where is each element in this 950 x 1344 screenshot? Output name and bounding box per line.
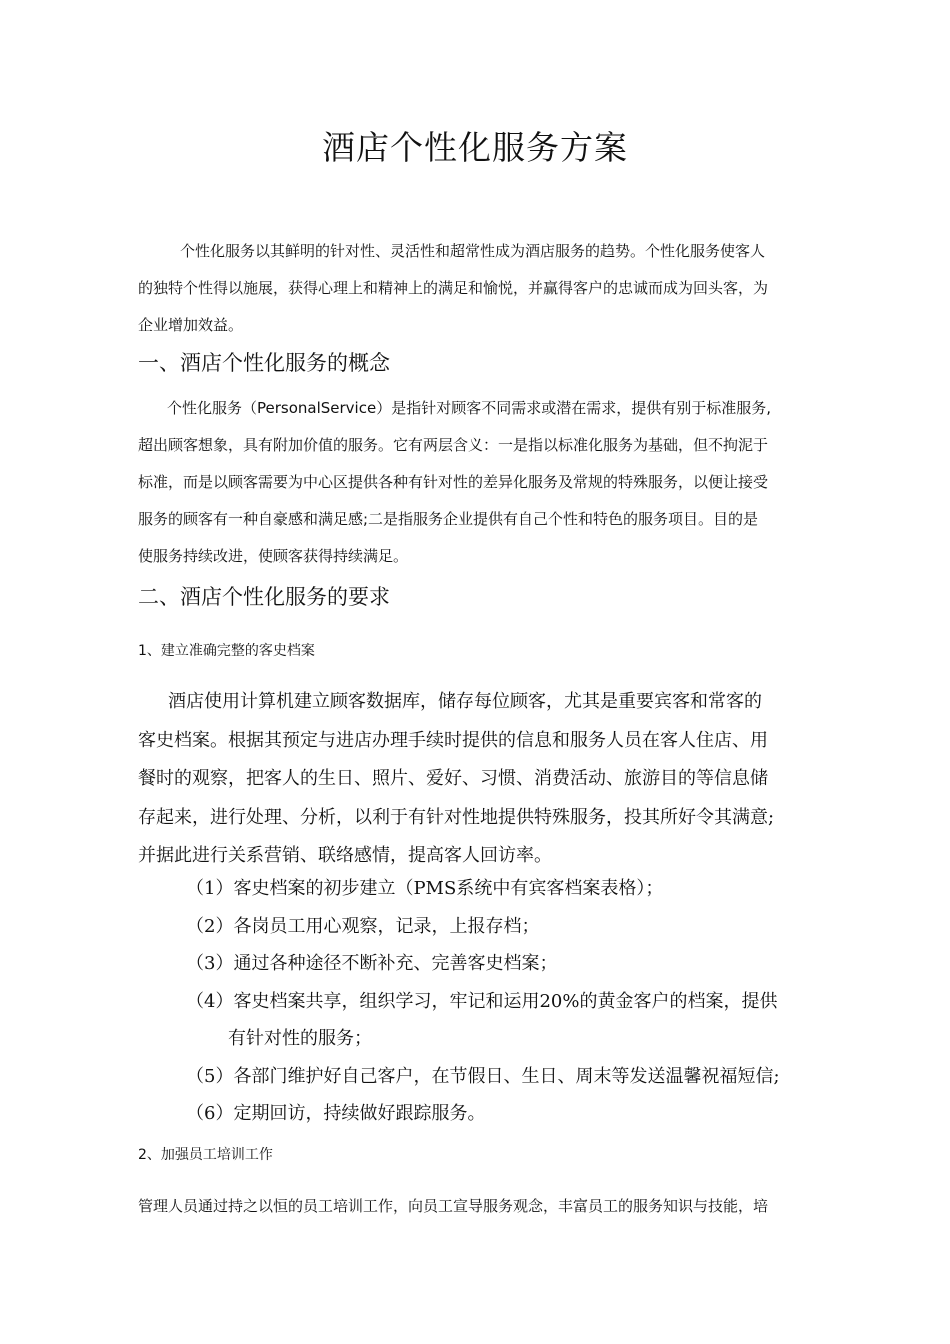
item1-line: 并据此进行关系营销、联络感情，提高客人回访率。 xyxy=(138,845,552,866)
intro-paragraph xyxy=(138,233,818,344)
list-item: （1）客史档案的初步建立（PMS系统中有宾客档案表格）； xyxy=(186,878,664,899)
document-title: 酒店个性化服务方案 xyxy=(322,128,628,168)
section2-heading: 二、酒店个性化服务的要求 xyxy=(138,585,390,609)
section1-line: 超出顾客想象，具有附加价值的服务。它有两层含义：一是指以标准化服务为基础，但不拘泥于 xyxy=(138,436,769,454)
item2-line: 管理人员通过持之以恒的员工培训工作，向员工宣导服务观念，丰富员工的服务知识与技能，培 xyxy=(138,1197,769,1215)
intro-line: 的独特个性得以施展，获得心理上和精神上的满足和愉悦，并赢得客户的忠诚而成为回头客，为 xyxy=(138,279,769,297)
intro-line: 个性化服务以其鲜明的针对性、灵活性和超常性成为酒店服务的趋势。个性化服务使客人 xyxy=(180,242,766,260)
section1-line: 服务的顾客有一种自豪感和满足感;二是指服务企业提供有自己个性和特色的服务项目。目的是 xyxy=(138,510,759,528)
list-item-continuation: 有针对性的服务； xyxy=(228,1028,372,1049)
item1-line: 客史档案。根据其预定与进店办理手续时提供的信息和服务人员在客人住店、用 xyxy=(138,729,768,751)
item2-paragraph xyxy=(138,1188,818,1225)
section1-heading: 一、酒店个性化服务的概念 xyxy=(138,351,390,375)
list-item: （2）各岗员工用心观察，记录，上报存档； xyxy=(186,915,540,937)
intro-line: 企业增加效益。 xyxy=(138,316,244,334)
item2-heading: 2、加强员工培训工作 xyxy=(138,1147,273,1163)
item1-heading: 1、建立准确完整的客史档案 xyxy=(138,643,315,659)
list-item: （5）各部门维护好自己客户，在节假日、生日、周末等发送温馨祝福短信; xyxy=(186,1065,780,1087)
section1-line: 个性化服务（PersonalService）是指针对顾客不同需求或潜在需求，提供有别于标准服务, xyxy=(167,399,771,417)
list-item: （6）定期回访，持续做好跟踪服务。 xyxy=(186,1103,486,1124)
section1-paragraph xyxy=(138,390,818,575)
list-item: （4）客史档案共享，组织学习，牢记和运用20%的黄金客户的档案，提供 xyxy=(186,990,778,1012)
item1-list xyxy=(186,870,826,1133)
item1-line: 存起来，进行处理、分析，以利于有针对性地提供特殊服务，投其所好令其满意; xyxy=(138,806,775,828)
item1-paragraph xyxy=(138,683,828,876)
item1-line: 餐时的观察，把客人的生日、照片、爱好、习惯、消费活动、旅游目的等信息储 xyxy=(138,768,768,789)
list-item: （3）通过各种途径不断补充、完善客史档案； xyxy=(186,953,558,974)
section1-line: 使服务持续改进，使顾客获得持续满足。 xyxy=(138,547,409,565)
section1-line: 标准，而是以顾客需要为中心区提供各种有针对性的差异化服务及常规的特殊服务，以便让接受 xyxy=(138,473,769,491)
item1-line: 酒店使用计算机建立顾客数据库，储存每位顾客，尤其是重要宾客和常客的 xyxy=(168,691,762,712)
